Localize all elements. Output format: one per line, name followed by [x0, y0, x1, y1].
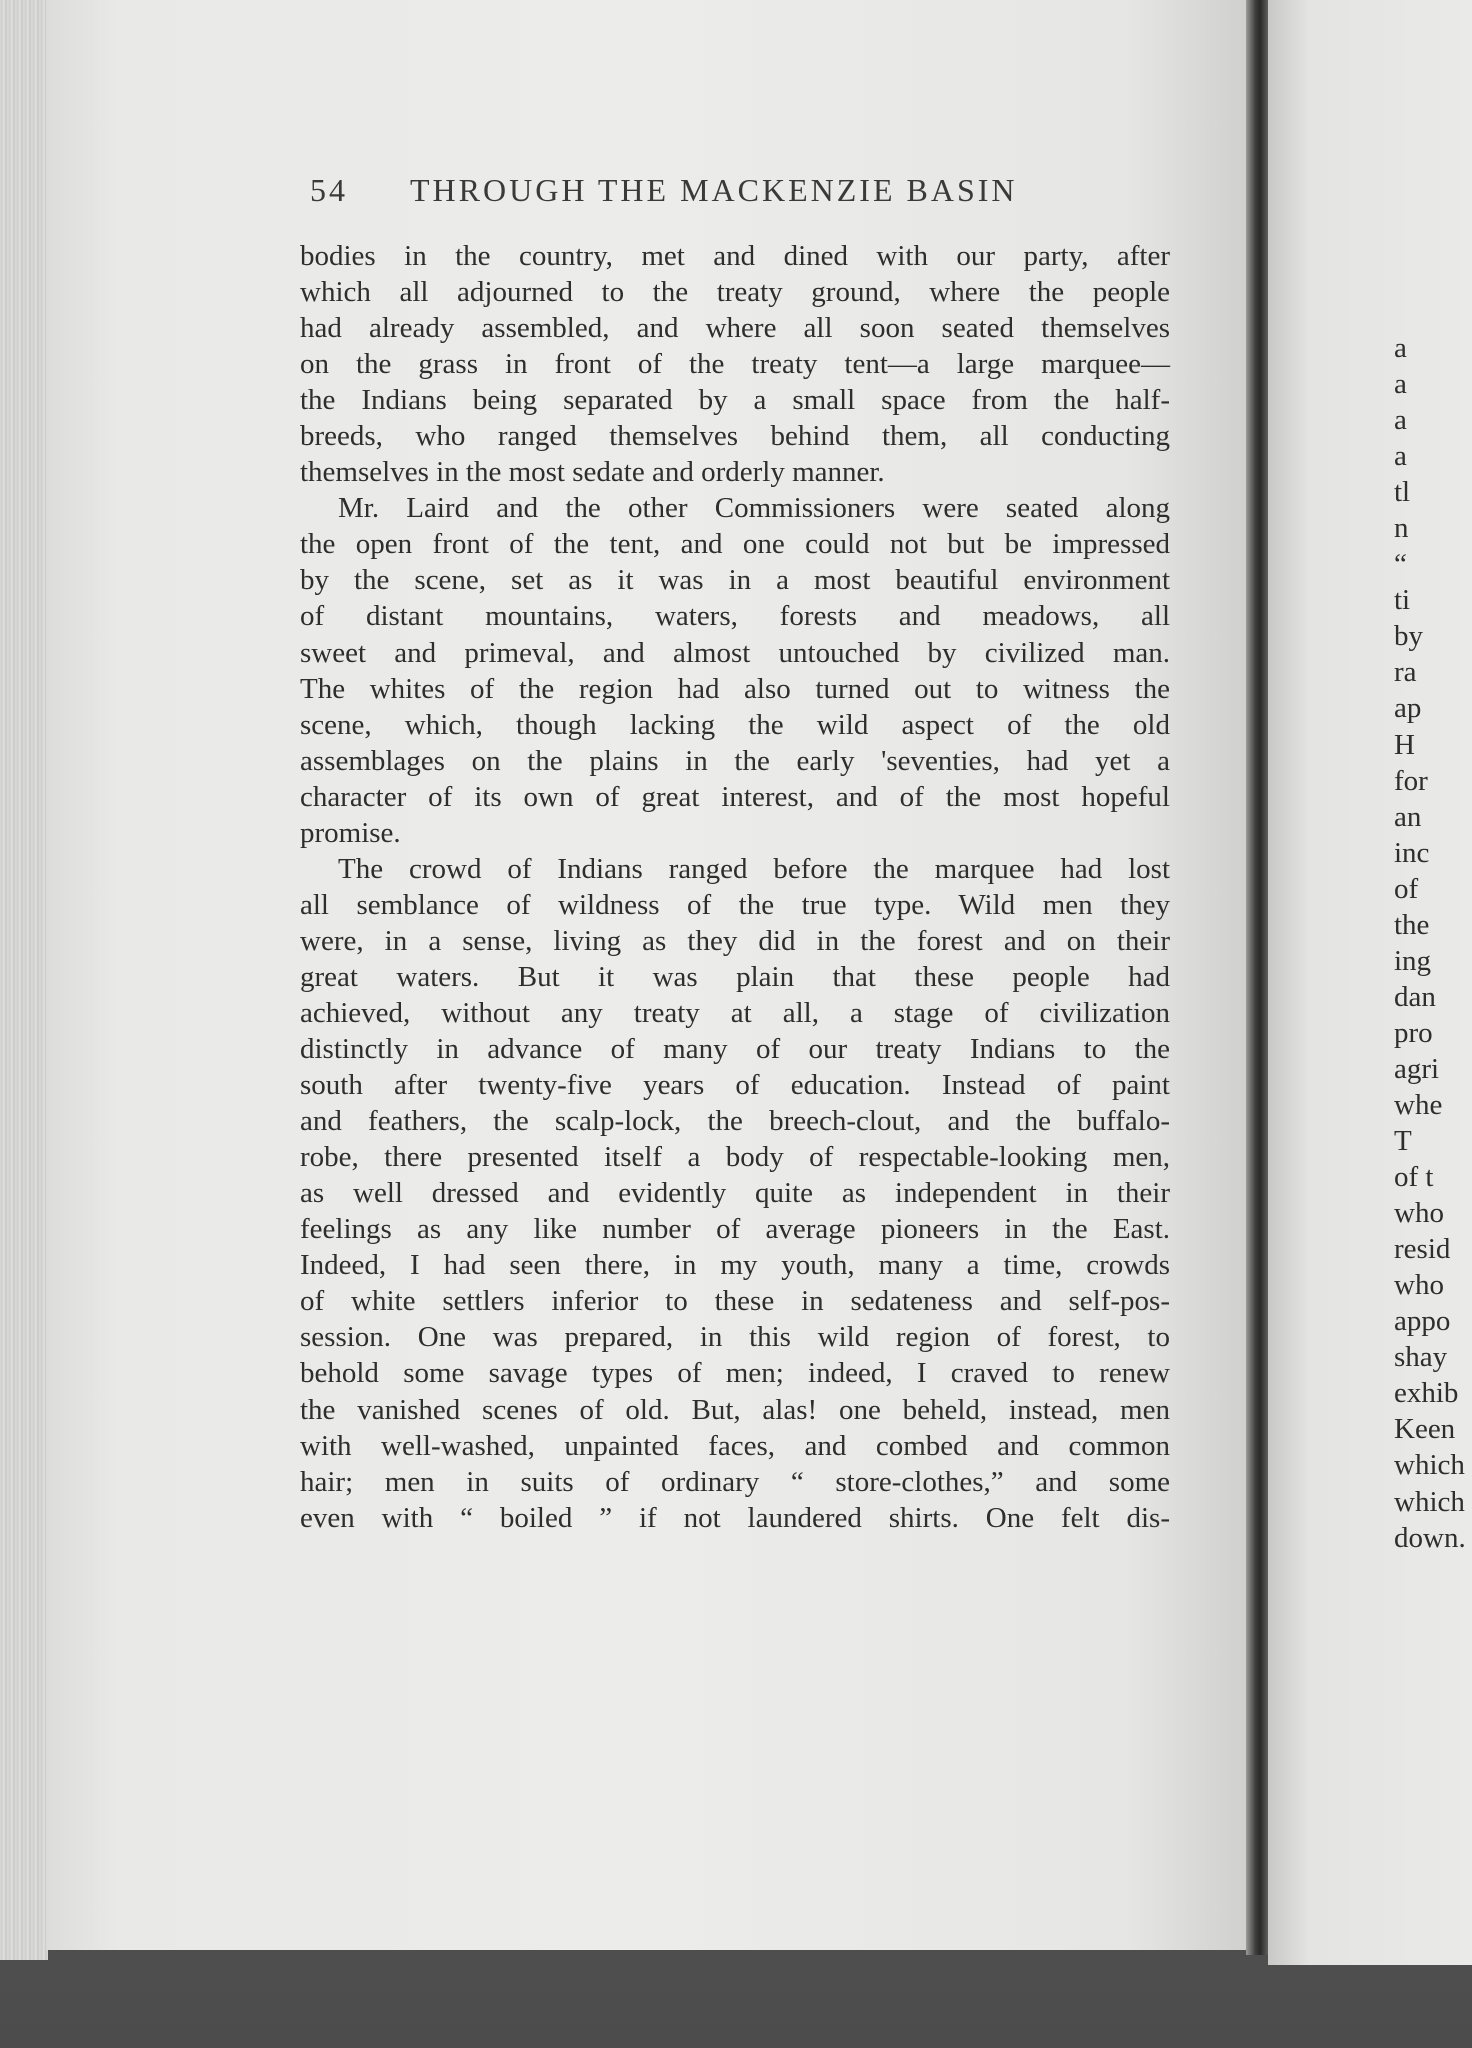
text-line: Indeed, I had seen there, in my youth, many a time, crowds	[300, 1249, 1170, 1282]
text-line: were, in a sense, living as they did in the forest and on their	[300, 924, 1170, 957]
facing-page-fragment: a	[1394, 440, 1407, 473]
text-line: on the grass in front of the treaty tent—a large marquee—	[300, 348, 1170, 381]
facing-page-fragment: pro	[1394, 1016, 1433, 1049]
facing-page-fragment: agri	[1394, 1052, 1440, 1085]
text-line: sweet and primeval, and almost untouched by civilized man.	[300, 636, 1170, 669]
facing-page-fragment: dan	[1394, 980, 1436, 1013]
text-line: the open front of the tent, and one could not but be impressed	[300, 528, 1170, 561]
facing-page-fragment: a	[1394, 368, 1407, 401]
text-line: and feathers, the scalp-lock, the breech-clout, and the buffalo-	[300, 1105, 1170, 1138]
facing-page-fragment: whe	[1394, 1088, 1443, 1121]
facing-page-fragment: resid	[1394, 1233, 1451, 1266]
text-line: Mr. Laird and the other Commissioners were seated along	[338, 492, 1170, 525]
facing-page-fragment: Keen	[1394, 1413, 1456, 1446]
facing-page-fragment: the	[1394, 908, 1430, 941]
text-line: distinctly in advance of many of our treaty Indians to the	[300, 1033, 1170, 1066]
text-line: assemblages on the plains in the early 'seventies, had yet a	[300, 744, 1170, 777]
text-line: bodies in the country, met and dined with our party, after	[300, 240, 1170, 272]
facing-page-fragment: who	[1394, 1269, 1444, 1302]
page-number: 54	[310, 172, 348, 208]
facing-page-fragment: shay	[1394, 1341, 1448, 1374]
text-line: promise.	[300, 816, 401, 849]
text-line: breeds, who ranged themselves behind them, all conducting	[300, 420, 1170, 453]
running-head: THROUGH THE MACKENZIE BASIN	[410, 172, 1018, 208]
facing-page-fragment: which	[1394, 1485, 1465, 1518]
text-line: themselves in the most sedate and orderly manner.	[300, 456, 885, 489]
facing-page-fragment: inc	[1394, 836, 1430, 869]
book-gutter	[1246, 0, 1270, 1955]
text-line: of distant mountains, waters, forests and meadows, all	[300, 600, 1170, 633]
text-line: even with “ boiled ” if not laundered shirts. One felt dis-	[300, 1501, 1170, 1534]
text-line: with well-washed, unpainted faces, and combed and common	[300, 1429, 1170, 1462]
facing-page-fragment: a	[1394, 332, 1407, 364]
facing-page-fragment: ing	[1394, 944, 1432, 977]
text-line: south after twenty-five years of education. Instead of paint	[300, 1069, 1170, 1102]
text-line: great waters. But it was plain that these people had	[300, 960, 1170, 993]
text-line: which all adjourned to the treaty ground, where the people	[300, 276, 1170, 309]
facing-page-fragment: a	[1394, 404, 1407, 437]
text-line: hair; men in suits of ordinary “ store-clothes,” and some	[300, 1465, 1170, 1498]
text-line: as well dressed and evidently quite as independent in their	[300, 1177, 1170, 1210]
text-line: The crowd of Indians ranged before the marquee had lost	[338, 852, 1170, 885]
text-line: achieved, without any treaty at all, a stage of civilization	[300, 996, 1170, 1029]
facing-page-fragment: n	[1394, 512, 1409, 545]
facing-page-fragment: which	[1394, 1449, 1465, 1482]
text-line: had already assembled, and where all soon seated themselves	[300, 312, 1170, 345]
text-line: robe, there presented itself a body of respectable-looking men,	[300, 1141, 1170, 1174]
facing-page-fragment: ap	[1394, 692, 1422, 725]
facing-page-fragment: “	[1394, 548, 1407, 581]
facing-page-text-fragments	[1394, 330, 1472, 1556]
facing-page-fragment: down.	[1394, 1521, 1466, 1554]
facing-page-fragment: who	[1394, 1197, 1444, 1230]
page-header	[310, 172, 1070, 212]
text-line: of white settlers inferior to these in sedateness and self-pos-	[300, 1285, 1170, 1318]
page-edges	[0, 0, 48, 1960]
facing-page-fragment: an	[1394, 800, 1422, 833]
body-text	[300, 238, 1170, 1536]
facing-page-fragment: of t	[1394, 1161, 1434, 1194]
facing-page-fragment: exhib	[1394, 1377, 1459, 1410]
text-line: session. One was prepared, in this wild region of forest, to	[300, 1321, 1170, 1354]
facing-page-fragment: of	[1394, 872, 1419, 905]
facing-page-fragment: H	[1394, 728, 1415, 761]
text-line: the Indians being separated by a small space from the half-	[300, 384, 1170, 417]
facing-page-fragment: for	[1394, 764, 1428, 797]
facing-page-fragment: ti	[1394, 584, 1411, 617]
text-line: behold some savage types of men; indeed, I craved to renew	[300, 1357, 1170, 1390]
text-line: scene, which, though lacking the wild aspect of the old	[300, 708, 1170, 741]
text-line: all semblance of wildness of the true type. Wild men they	[300, 888, 1170, 921]
text-line: by the scene, set as it was in a most beautiful environment	[300, 564, 1170, 597]
text-line: feelings as any like number of average pioneers in the East.	[300, 1213, 1170, 1246]
facing-page-fragment: appo	[1394, 1305, 1451, 1338]
facing-page-fragment: by	[1394, 620, 1423, 653]
text-line: the vanished scenes of old. But, alas! one beheld, instead, men	[300, 1393, 1170, 1426]
facing-page-fragment: ra	[1394, 656, 1417, 689]
facing-page-fragment: tl	[1394, 476, 1411, 509]
facing-page-fragment: T	[1394, 1125, 1412, 1158]
text-line: The whites of the region had also turned out to witness the	[300, 672, 1170, 705]
text-line: character of its own of great interest, and of the most hopeful	[300, 780, 1170, 813]
